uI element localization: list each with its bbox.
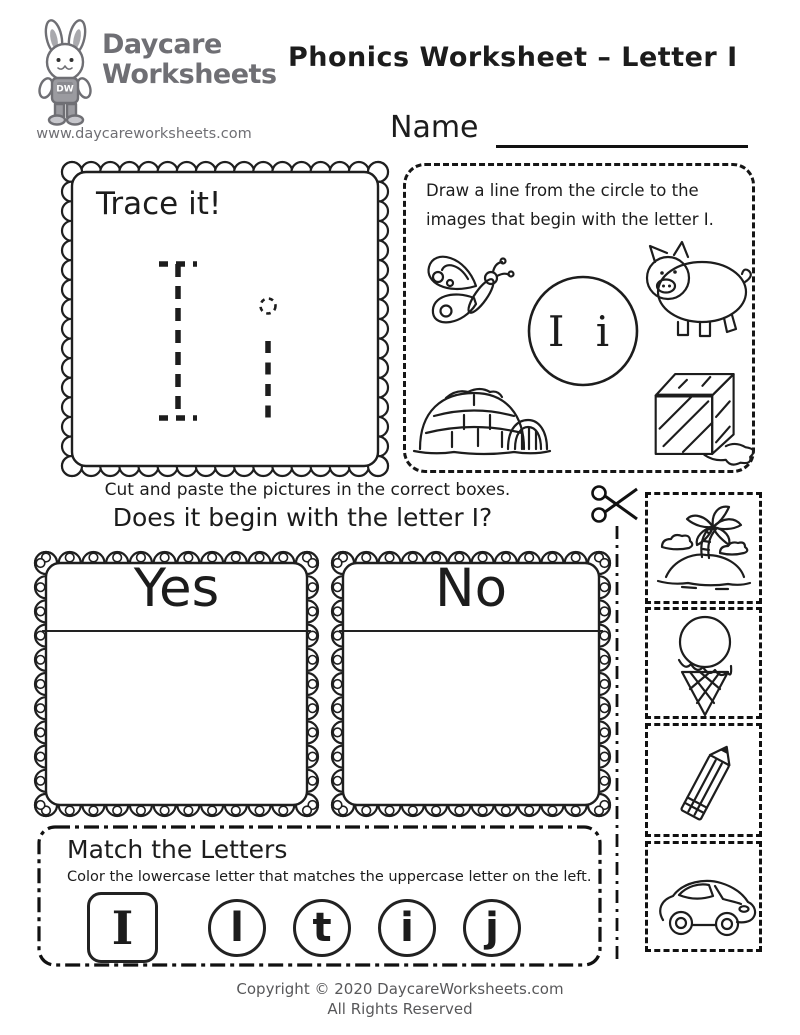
brand-website: www.daycareworksheets.com [36, 126, 252, 142]
island-image [654, 501, 754, 596]
cutout-island-box [645, 492, 762, 604]
scissors-icon [590, 484, 642, 526]
pencil-image [662, 731, 752, 837]
name-label: Name [390, 110, 479, 145]
no-box [330, 550, 612, 818]
match-option-j: j [463, 899, 521, 957]
car-image [651, 866, 761, 938]
trace-heading: Trace it! [96, 186, 222, 222]
match-instruction: Color the lowercase letter that matches the uppercase letter on the left. [67, 869, 592, 885]
ice-cream-image [668, 614, 742, 718]
trace-box [60, 160, 390, 478]
match-option-t: t [293, 899, 351, 957]
bunny-mascot-logo [32, 16, 100, 128]
match-option-i: i [378, 899, 436, 957]
page-title: Phonics Worksheet – Letter I [288, 42, 738, 73]
butterfly-image [418, 238, 518, 338]
brand-line2: Worksheets [102, 59, 277, 90]
draw-instruction-line1: Draw a line from the circle to the [426, 181, 699, 200]
sort-question: Does it begin with the letter I? [112, 503, 493, 532]
no-label: No [434, 558, 508, 619]
brand-name [102, 30, 277, 90]
igloo-image [412, 371, 552, 466]
footer-rights: All Rights Reserved [327, 1000, 473, 1018]
cutout-ice-cream-box [645, 607, 762, 719]
yes-label: Yes [133, 558, 220, 619]
draw-activity-box [403, 163, 755, 473]
cutout-car-box [645, 841, 762, 952]
ice-cube-image [644, 356, 756, 474]
match-box [37, 825, 602, 967]
cut-paste-instruction: Cut and paste the pictures in the correct boxes. [104, 480, 511, 500]
yes-box [33, 550, 320, 818]
name-blank-line [496, 145, 748, 148]
no-divider-line [339, 630, 603, 632]
letter-circle-text: I i [547, 306, 619, 356]
trace-letter-uppercase-i [156, 256, 200, 428]
pig-image [638, 240, 753, 340]
match-uppercase-letter: I [87, 892, 158, 963]
trace-letter-lowercase-i [256, 295, 280, 427]
mascot-initials: DW [56, 84, 74, 95]
match-option-l: l [208, 899, 266, 957]
cut-line [612, 526, 622, 964]
draw-instruction [426, 176, 746, 234]
footer-copyright: Copyright © 2020 DaycareWorksheets.com [236, 980, 564, 998]
match-heading: Match the Letters [67, 835, 288, 864]
draw-instruction-line2: images that begin with the letter I. [426, 210, 714, 229]
cutout-pencil-box [645, 723, 762, 837]
brand-line1: Daycare [102, 29, 222, 60]
yes-divider-line [42, 630, 311, 632]
